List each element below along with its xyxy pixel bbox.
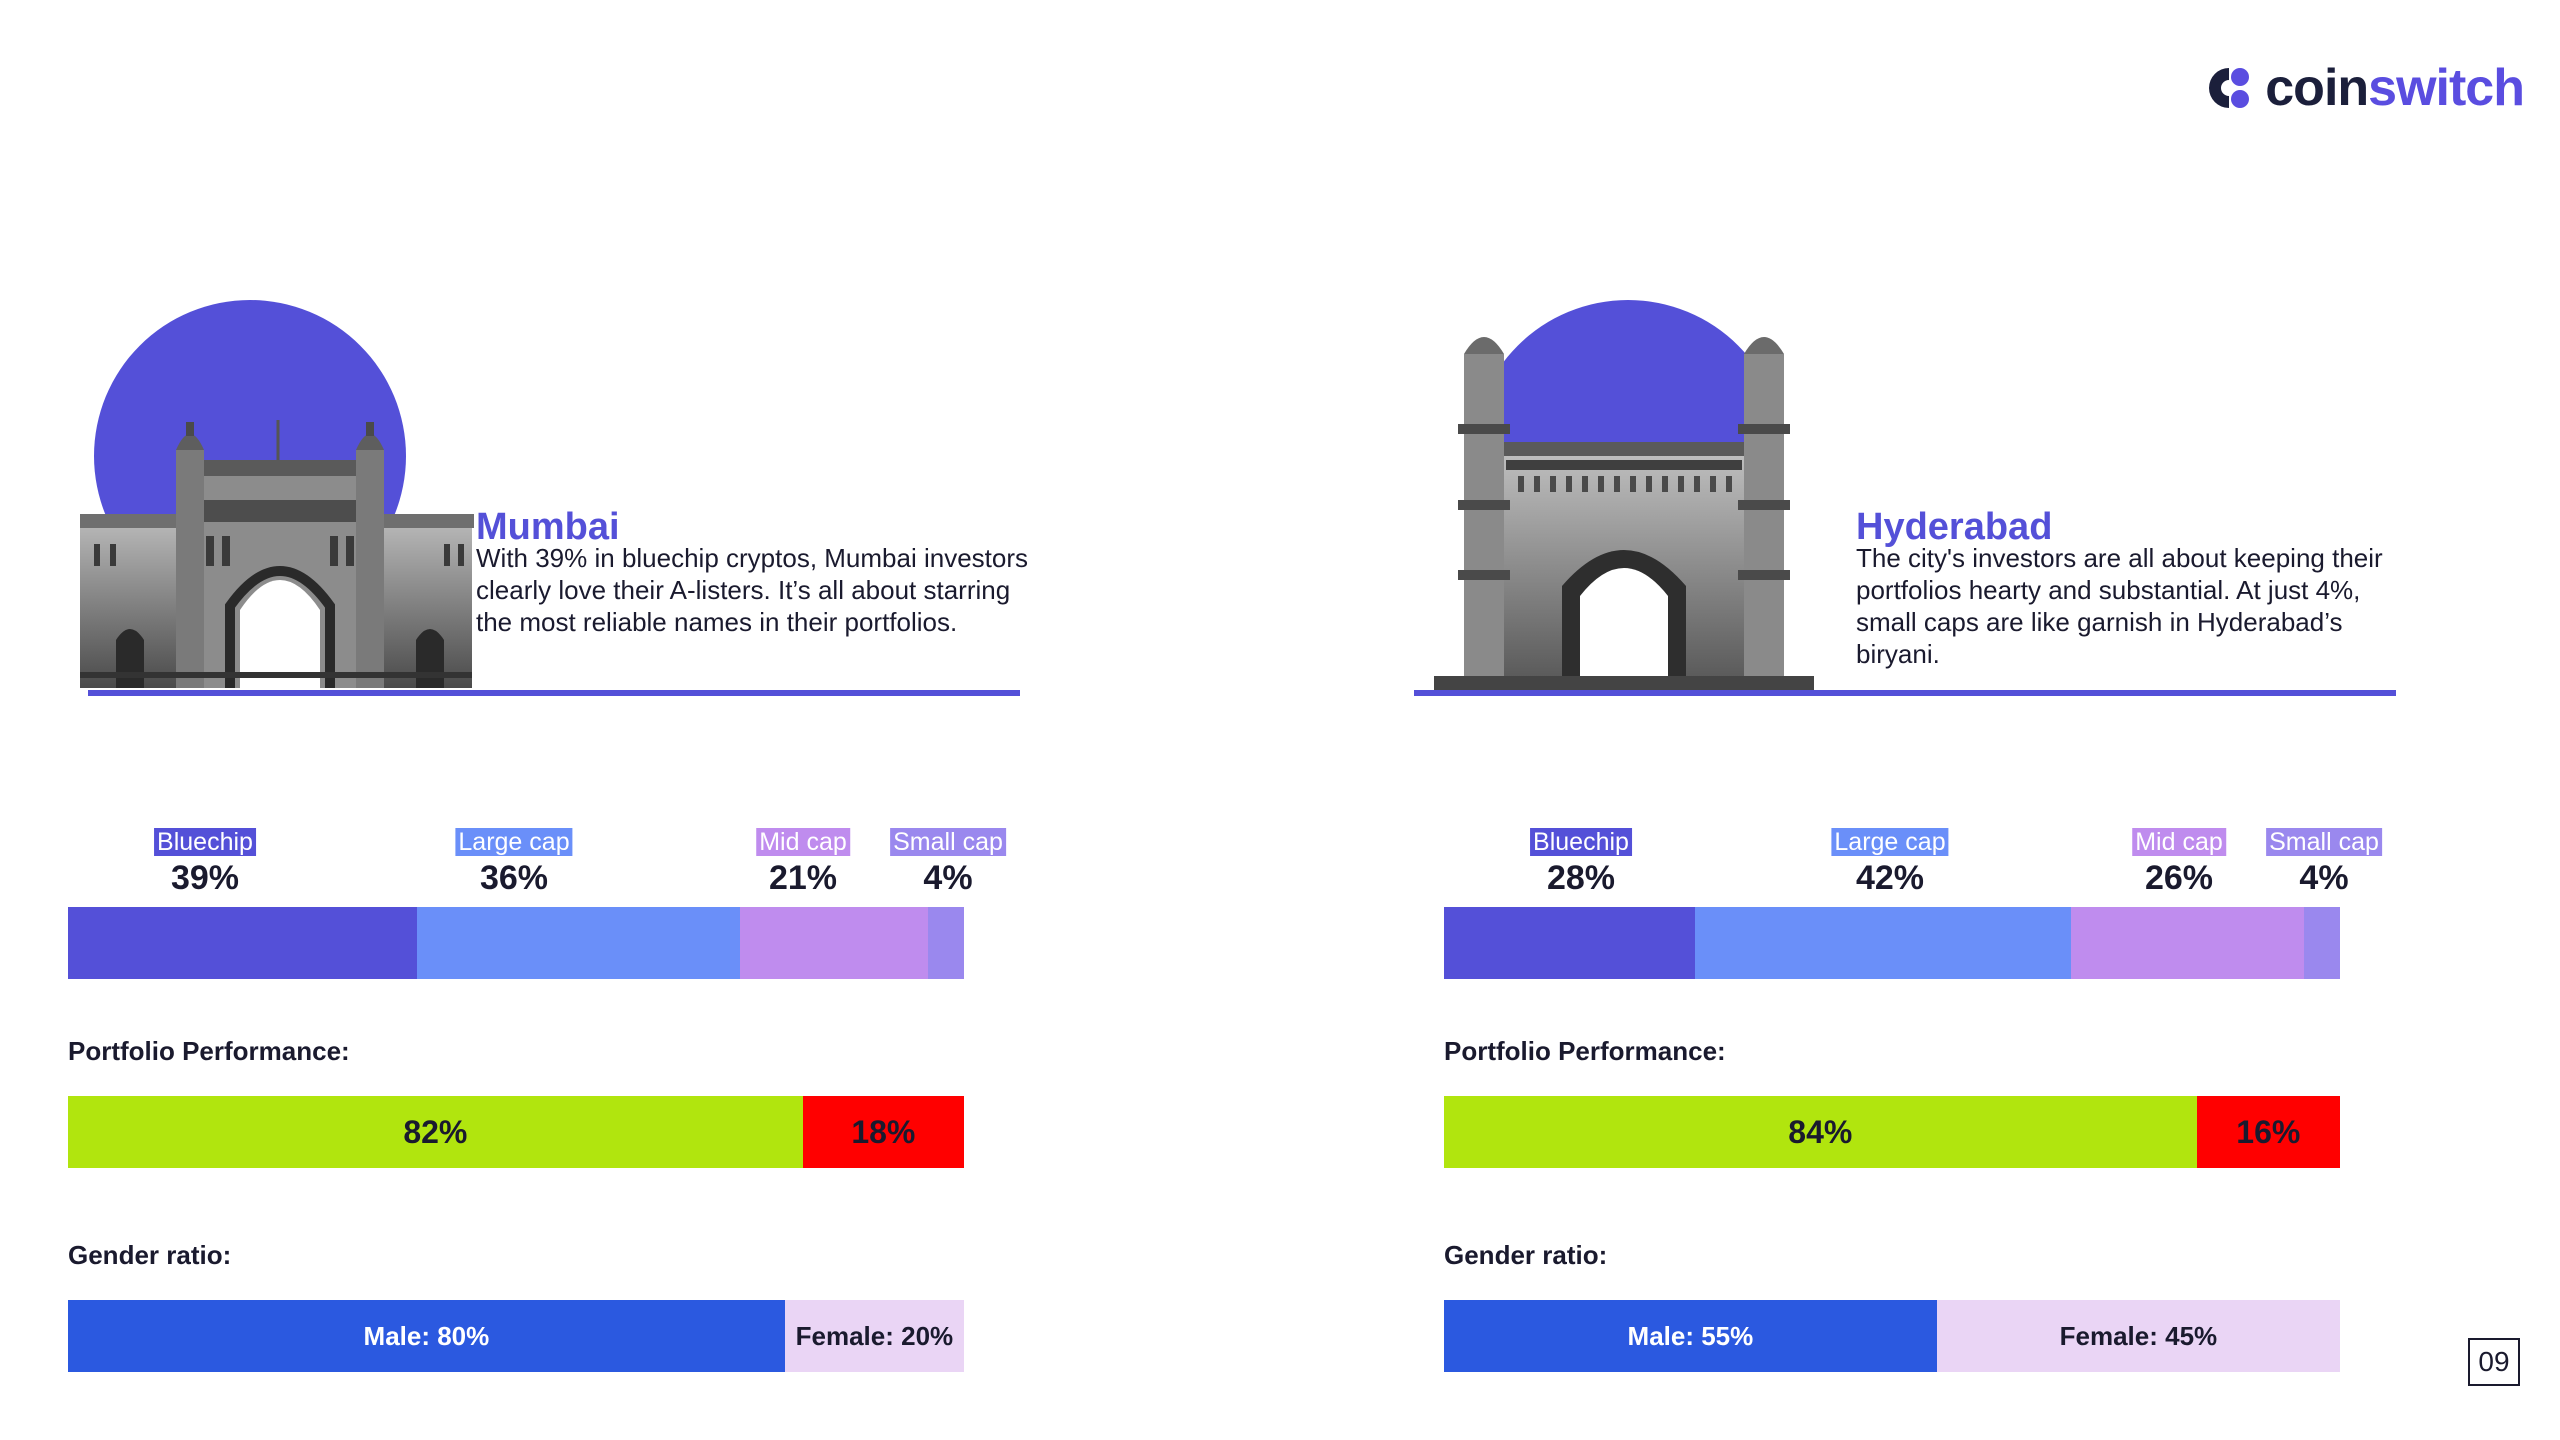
allocation-label-large-cap (455, 828, 572, 898)
city-hero (1414, 300, 2396, 696)
tag-mid-cap: Mid cap (756, 828, 850, 856)
tag-large-cap: Large cap (1831, 828, 1948, 856)
city-panel-mumbai (0, 0, 1100, 1440)
performance-bar (68, 1096, 964, 1168)
hero-underline (1414, 690, 2396, 696)
allocation-label-mid-cap (2132, 828, 2226, 898)
hero-underline (88, 690, 1020, 696)
performance-profit-segment: 84% (1444, 1096, 2197, 1168)
segment-bluechip (68, 907, 417, 979)
allocation-label-mid-cap (756, 828, 850, 898)
tag-small-cap: Small cap (2266, 828, 2382, 856)
segment-small-cap (928, 907, 964, 979)
tag-bluechip: Bluechip (1530, 828, 1632, 856)
allocation-label-bluechip (1530, 828, 1632, 898)
tag-bluechip: Bluechip (154, 828, 256, 856)
segment-mid-cap (2071, 907, 2304, 979)
gender-bar (68, 1300, 964, 1372)
charminar-icon (1434, 324, 1814, 690)
portfolio-performance-label: Portfolio Performance: (1444, 1036, 1726, 1066)
gender-ratio-label: Gender ratio: (68, 1240, 232, 1270)
gateway-of-india-icon (80, 300, 480, 690)
gender-male-segment: Male: 80% (68, 1300, 785, 1372)
pct-mid-cap: 21% (768, 859, 838, 897)
tag-small-cap: Small cap (890, 828, 1006, 856)
tag-mid-cap: Mid cap (2132, 828, 2226, 856)
city-panel-hyderabad (1376, 0, 2476, 1440)
page-number: 09 (2468, 1338, 2520, 1386)
city-hero (80, 300, 1029, 696)
logo-text-switch: switch (2368, 59, 2524, 117)
gender-bar (1444, 1300, 2340, 1372)
city-description: The city's investors are all about keeping their portfolios hearty and substantial. At just 4%, small caps are like garnish in Hyderabad’s biryani. (1856, 543, 2383, 669)
city-title: Mumbai (476, 506, 620, 548)
allocation-label-small-cap (2266, 828, 2382, 898)
gender-female-segment: Female: 45% (1937, 1300, 2340, 1372)
segment-large-cap (1695, 907, 2071, 979)
segment-bluechip (1444, 907, 1695, 979)
segment-large-cap (417, 907, 740, 979)
segment-mid-cap (740, 907, 928, 979)
segment-small-cap (2304, 907, 2340, 979)
allocation-bar (68, 907, 964, 979)
allocation-bar (1444, 907, 2340, 979)
gender-female-segment: Female: 20% (785, 1300, 964, 1372)
tag-large-cap: Large cap (455, 828, 572, 856)
allocation-labels (1444, 828, 2379, 908)
gender-male-segment: Male: 55% (1444, 1300, 1937, 1372)
allocation-label-large-cap (1831, 828, 1948, 898)
performance-bar (1444, 1096, 2340, 1168)
pct-large-cap: 42% (1855, 859, 1925, 897)
pct-bluechip: 39% (170, 859, 240, 897)
pct-small-cap: 4% (2299, 859, 2349, 897)
allocation-label-bluechip (154, 828, 256, 898)
allocation-labels (68, 828, 1003, 908)
performance-loss-segment: 18% (803, 1096, 964, 1168)
pct-small-cap: 4% (923, 859, 973, 897)
performance-loss-segment: 16% (2197, 1096, 2340, 1168)
pct-large-cap: 36% (479, 859, 549, 897)
city-title: Hyderabad (1856, 506, 2053, 548)
portfolio-performance-label: Portfolio Performance: (68, 1036, 350, 1066)
gender-ratio-label: Gender ratio: (1444, 1240, 1608, 1270)
performance-profit-segment: 82% (68, 1096, 803, 1168)
pct-mid-cap: 26% (2144, 859, 2214, 897)
pct-bluechip: 28% (1546, 859, 1616, 897)
city-description: With 39% in bluechip cryptos, Mumbai investors clearly love their A-listers. It’s all about starring the most reliable names in their portfolios. (476, 543, 1029, 637)
allocation-label-small-cap (890, 828, 1006, 898)
logo-text-coin: coin (2265, 59, 2369, 117)
